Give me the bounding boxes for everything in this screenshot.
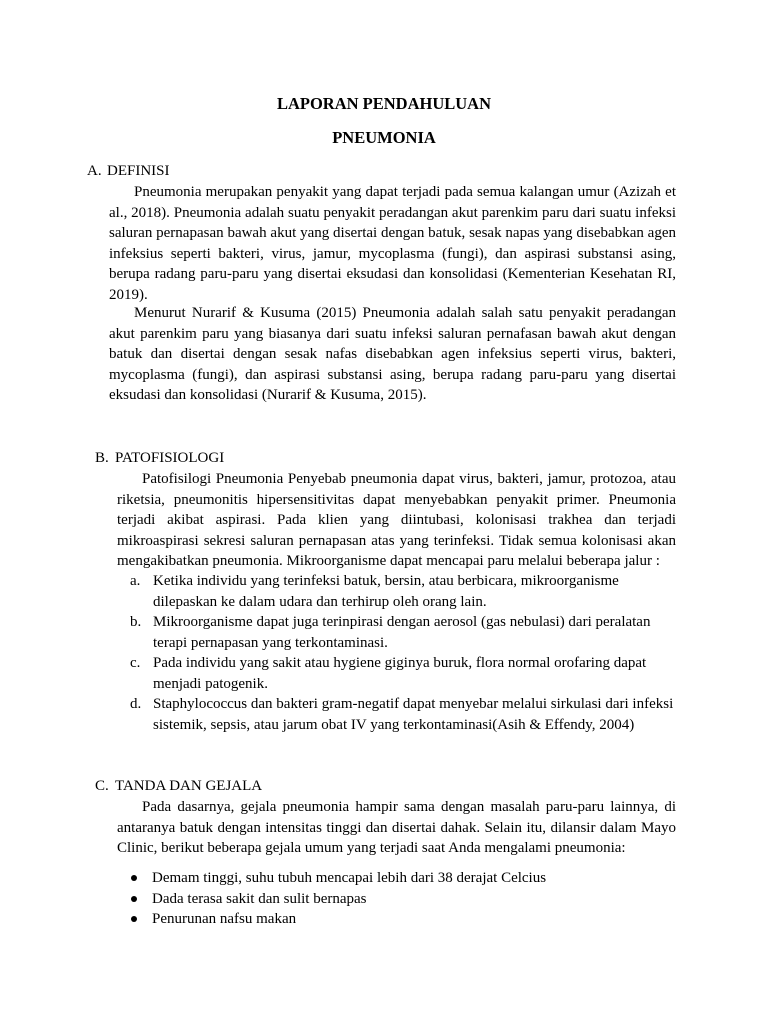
section-heading-tanda-dan-gejala xyxy=(95,776,262,797)
section-heading-definisi xyxy=(87,161,170,182)
list-marker: a. xyxy=(130,573,141,589)
bullet-item xyxy=(129,889,676,910)
bullet-item xyxy=(129,909,676,930)
list-item-text: Mikroorganisme dapat juga terinpirasi dengan aerosol (gas nebulasi) dari peralatan terapi pernapasan yang terkontaminasi. xyxy=(153,614,651,651)
document-subtitle: PNEUMONIA xyxy=(332,128,436,147)
list-item xyxy=(117,612,676,653)
bullet-icon xyxy=(131,875,137,881)
section-title: PATOFISIOLOGI xyxy=(115,450,225,466)
section-title: DEFINISI xyxy=(107,163,170,179)
list-marker: b. xyxy=(130,614,142,630)
section-marker: A. xyxy=(87,163,102,179)
ordered-list xyxy=(117,571,676,735)
section-heading-patofisiologi xyxy=(95,448,224,469)
bullet-item xyxy=(129,868,676,889)
list-item-text: Pada individu yang sakit atau hygiene giginya buruk, flora normal orofaring dapat menjadi patogenik. xyxy=(153,655,647,692)
list-item xyxy=(117,571,676,612)
list-item-text: Ketika individu yang terinfeksi batuk, bersin, atau berbicara, mikroorganisme dilepaskan ke dalam udara dan terhirup oleh orang lain. xyxy=(153,573,619,610)
bullet-text: Demam tinggi, suhu tubuh mencapai lebih dari 38 derajat Celcius xyxy=(152,870,547,886)
list-item-text: Staphylococcus dan bakteri gram-negatif dapat menyebar melalui sirkulasi dari infeksi sistemik, sepsis, atau jarum obat IV yang terkontaminasi(Asih & Effendy, 2004) xyxy=(153,696,674,733)
bullet-list xyxy=(129,868,676,930)
bullet-icon xyxy=(131,896,137,902)
section-marker: C. xyxy=(95,778,109,794)
paragraph: Pneumonia merupakan penyakit yang dapat terjadi pada semua kalangan umur (Azizah et al., 2018). Pneumonia adalah suatu penyakit peradangan akut parenkim paru dari suatu infeksi saluran pernapasan bawah akut yang disertai dengan batuk, sesak napas yang disebabkan agen infeksius seperti bakteri, virus, jamur, mycoplasma (fungi), dan aspirasi substansi asing, berupa radang paru-paru yang disertai eksudasi dan konsolidasi (Kementerian Kesehatan RI, 2019). xyxy=(109,184,676,303)
paragraph: Patofisilogi Pneumonia Penyebab pneumonia dapat virus, bakteri, jamur, protozoa, atau riketsia, pneumonitis hipersensitivitas dapat menyebabkan penyakit primer. Pneumonia terjadi akibat aspirasi. Pada klien yang diintubasi, kolonisasi trakhea dan terjadi mikroaspirasi sekresi saluran pernapasan atas yang terinfeksi. Tidak semua kolonisasi akan mengakibatkan pneumonia. Mikroorganisme dapat mencapai paru melalui beberapa jalur : xyxy=(117,471,676,569)
section-title: TANDA DAN GEJALA xyxy=(115,778,263,794)
list-item xyxy=(117,653,676,694)
paragraph: Pada dasarnya, gejala pneumonia hampir sama dengan masalah paru-paru lainnya, di antaranya batuk dengan intensitas tinggi dan disertai dahak. Selain itu, dilansir dalam Mayo Clinic, berikut beberapa gejala umum yang terjadi saat Anda mengalami pneumonia: xyxy=(117,799,676,856)
bullet-text: Dada terasa sakit dan sulit bernapas xyxy=(152,890,367,907)
document-title: LAPORAN PENDAHULUAN xyxy=(276,94,492,113)
list-marker: c. xyxy=(130,655,141,671)
section-marker: B. xyxy=(95,450,109,466)
bullet-icon xyxy=(131,916,137,922)
list-marker: d. xyxy=(130,696,142,712)
list-item xyxy=(117,694,676,735)
bullet-text: Penurunan nafsu makan xyxy=(152,911,297,927)
paragraph: Menurut Nurarif & Kusuma (2015) Pneumonia adalah salah satu penyakit peradangan akut parenkim paru yang biasanya dari suatu infeksi saluran pernafasan bawah akut dengan batuk dan disertai dengan sesak nafas disebabkan agen infeksius seperti virus, bakteri, mycoplasma (fungi), dan aspirasi substansi asing, berupa radang paru-paru yang disertai eksudasi dan konsolidasi (Nurarif & Kusuma, 2015). xyxy=(109,305,676,403)
